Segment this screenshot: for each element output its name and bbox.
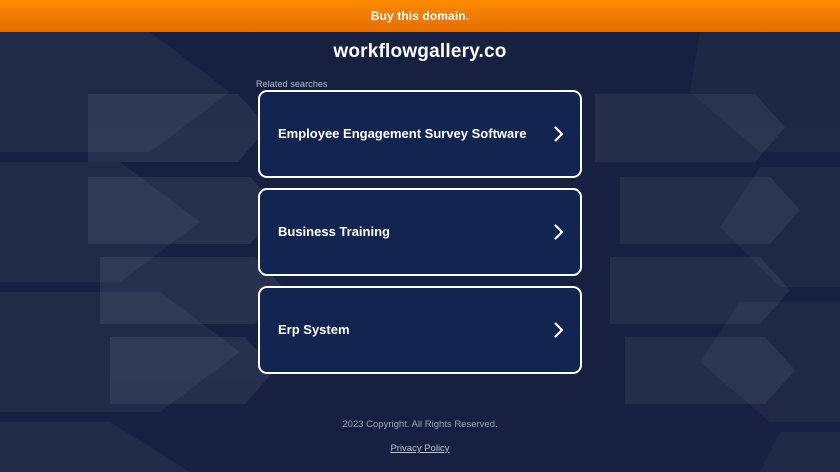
chevron-right-icon <box>554 322 564 338</box>
domain-title: workflowgallery.co <box>333 41 507 62</box>
related-searches-label: Related searches <box>256 79 328 89</box>
related-searches-list <box>258 90 582 384</box>
main-content <box>0 32 840 472</box>
banner-label: Buy this domain. <box>370 9 470 23</box>
related-search-item-1[interactable] <box>258 188 582 276</box>
page-footer <box>0 419 840 456</box>
chevron-right-icon <box>554 224 564 240</box>
chevron-right-icon <box>554 126 564 142</box>
related-search-label: Business Training <box>278 224 390 240</box>
buy-this-domain-banner[interactable] <box>0 0 840 32</box>
privacy-policy-link[interactable]: Privacy Policy <box>390 443 450 454</box>
related-search-item-0[interactable] <box>258 90 582 178</box>
related-search-item-2[interactable] <box>258 286 582 374</box>
copyright-text: 2023 Copyright. All Rights Reserved. <box>342 419 498 430</box>
related-search-label: Erp System <box>278 322 350 338</box>
related-search-label: Employee Engagement Survey Software <box>278 126 527 142</box>
